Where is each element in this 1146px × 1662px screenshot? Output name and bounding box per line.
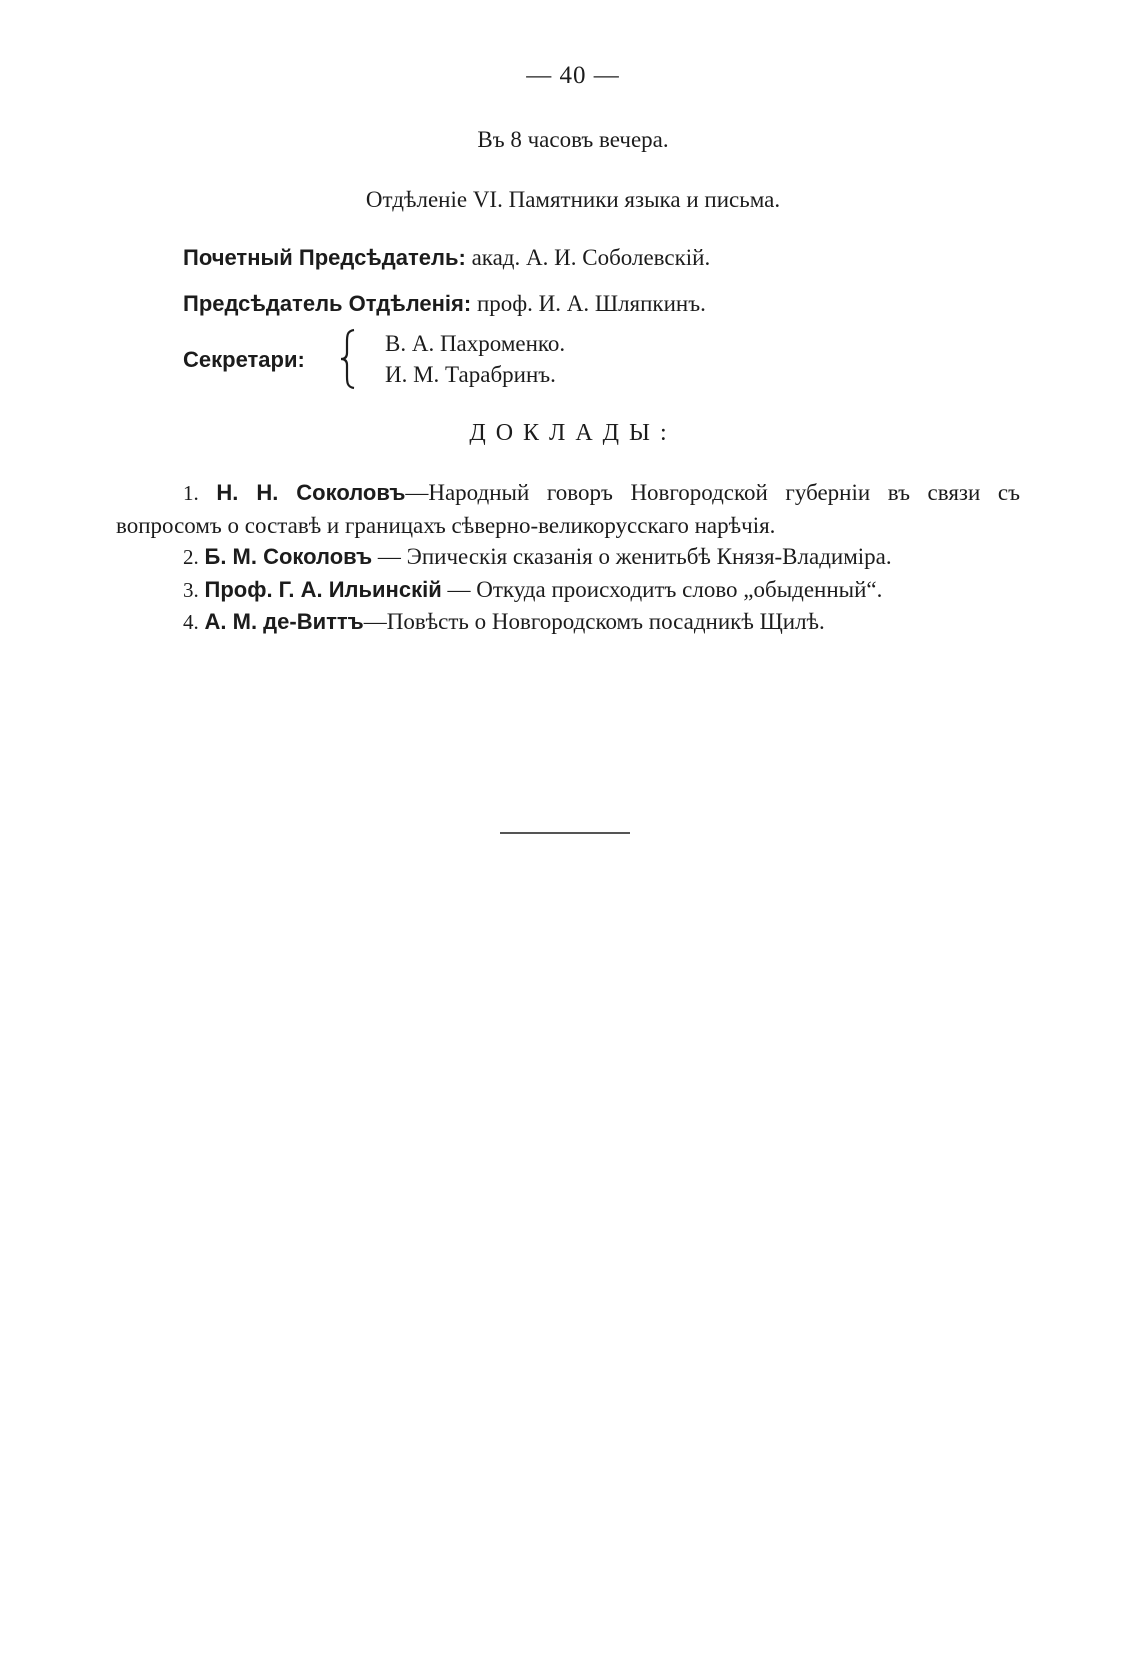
report-number: 1. <box>183 481 199 505</box>
report-title: —Народный говоръ Новгородской губерніи въ связи съ вопросомъ о составѣ и границахъ сѣверно-великорусскаго нарѣчія. <box>116 480 1020 538</box>
report-number: 2. <box>183 545 199 569</box>
secretary-name: В. А. Пахроменко. <box>385 331 566 356</box>
dept-chair-label: Предсѣдатель Отдѣленія: <box>183 291 472 316</box>
honorary-chair-line <box>183 245 710 271</box>
report-number: 4. <box>183 610 199 634</box>
report-title: — Эпическія сказанія о женитьбѣ Князя-Владиміра. <box>372 544 892 569</box>
report-author: Проф. Г. А. Ильинскій <box>204 576 442 602</box>
section-divider <box>500 832 630 834</box>
honorary-chair-name: акад. А. И. Соболевскій. <box>465 245 711 270</box>
report-author: А. М. де-Виттъ <box>204 609 364 634</box>
curly-brace-icon <box>338 328 360 390</box>
honorary-chair-label: Почетный Предсѣдатель: <box>183 245 466 270</box>
dept-chair-name: проф. И. А. Шляпкинъ. <box>471 291 706 316</box>
secretaries-block <box>183 328 683 390</box>
dept-chair-line <box>183 291 706 317</box>
report-author: Б. М. Соколовъ <box>204 544 373 569</box>
report-title: —Повѣсть о Новгородскомъ посадникѣ Щилѣ. <box>363 609 825 634</box>
page-number: — 40 — <box>526 62 620 89</box>
secretary-name: И. М. Тарабринъ. <box>385 362 556 387</box>
reports-heading: ДОКЛАДЫ: <box>469 420 677 446</box>
report-author: Н. Н. Соколовъ <box>216 480 406 505</box>
report-item <box>116 606 1020 639</box>
report-number: 3. <box>183 577 199 602</box>
report-item <box>116 574 1020 607</box>
secretaries-label: Секретари: <box>183 347 305 372</box>
report-item <box>116 541 1020 574</box>
section-title: Отдѣленіе VI. Памятники языка и письма. <box>365 187 781 212</box>
report-item <box>116 477 1020 541</box>
reports-list <box>116 477 1020 639</box>
report-title: — Откуда происходитъ слово „обыденный“. <box>441 576 883 602</box>
secretaries-names <box>385 328 565 390</box>
session-time: Въ 8 часовъ вечера. <box>477 127 669 152</box>
